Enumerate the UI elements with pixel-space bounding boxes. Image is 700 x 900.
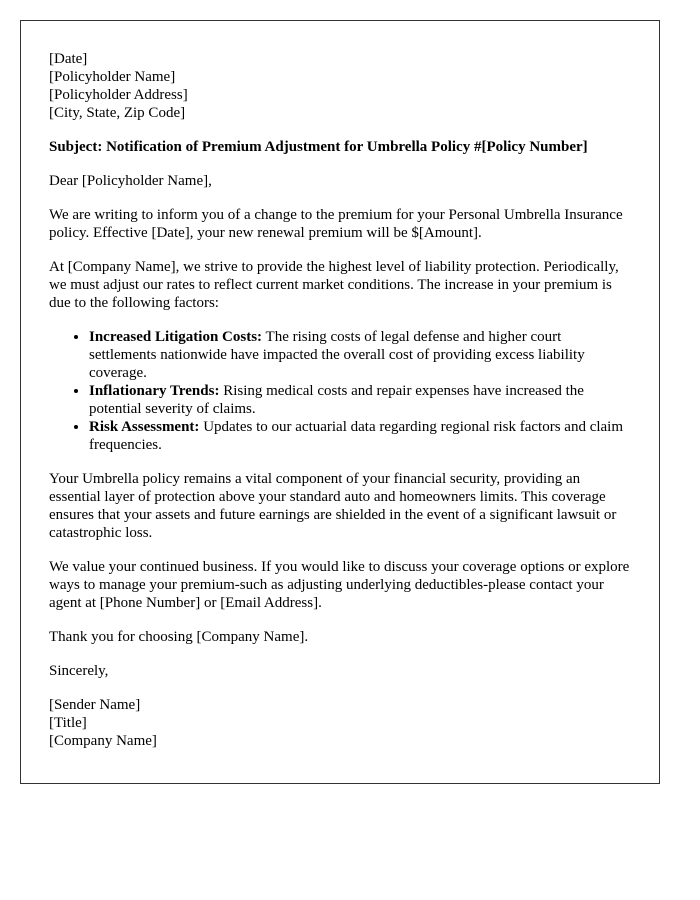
sender-title-line: [Title] [49,715,87,731]
factors-list [49,328,631,454]
date-line: [Date] [49,51,88,67]
letter-page [20,20,660,784]
factor-item [89,328,631,382]
factor-item [89,418,631,454]
factor-text: Updates to our actuarial data regarding regional risk factors and claim frequencies. [89,419,624,453]
contact-paragraph: We value your continued business. If you would like to discuss your coverage options or explore ways to manage your premium-such as adjusting underlying deductibles-please contact your agent at [Phone Number] or [Email Address]. [49,559,630,611]
reason-paragraph: At [Company Name], we strive to provide the highest level of liability protection. Periodically, we must adjust our rates to reflect current market conditions. The increase in your premium is due to the following factors: [49,259,619,311]
factor-text: The rising costs of legal defense and higher court settlements nationwide have impacted the overall cost of providing excess liability coverage. [89,329,585,381]
salutation: Dear [Policyholder Name], [49,173,212,189]
factor-title: Increased Litigation Costs: [89,329,263,345]
signature-block [49,696,631,750]
sender-name-line: [Sender Name] [49,697,141,713]
factor-item [89,382,631,418]
city-state-zip-line: [City, State, Zip Code] [49,105,186,121]
policyholder-name-line: [Policyholder Name] [49,69,176,85]
intro-paragraph: We are writing to inform you of a change to the premium for your Personal Umbrella Insurance policy. Effective [Date], your new renewal premium will be $[Amount]. [49,207,623,241]
recipient-header [49,50,631,122]
thanks-line: Thank you for choosing [Company Name]. [49,629,309,645]
factor-title: Inflationary Trends: [89,383,220,399]
factor-title: Risk Assessment: [89,419,200,435]
coverage-paragraph: Your Umbrella policy remains a vital component of your financial security, providing an essential layer of protection above your standard auto and homeowners limits. This coverage ensures that your assets and future earnings are shielded in the event of a significant lawsuit or catastrophic loss. [49,471,617,541]
policyholder-address-line: [Policyholder Address] [49,87,188,103]
closing-line: Sincerely, [49,663,109,679]
subject-line: Subject: Notification of Premium Adjustment for Umbrella Policy #[Policy Number] [49,139,588,155]
sender-company-line: [Company Name] [49,733,157,749]
factor-text: Rising medical costs and repair expenses have increased the potential severity of claims. [89,383,584,417]
